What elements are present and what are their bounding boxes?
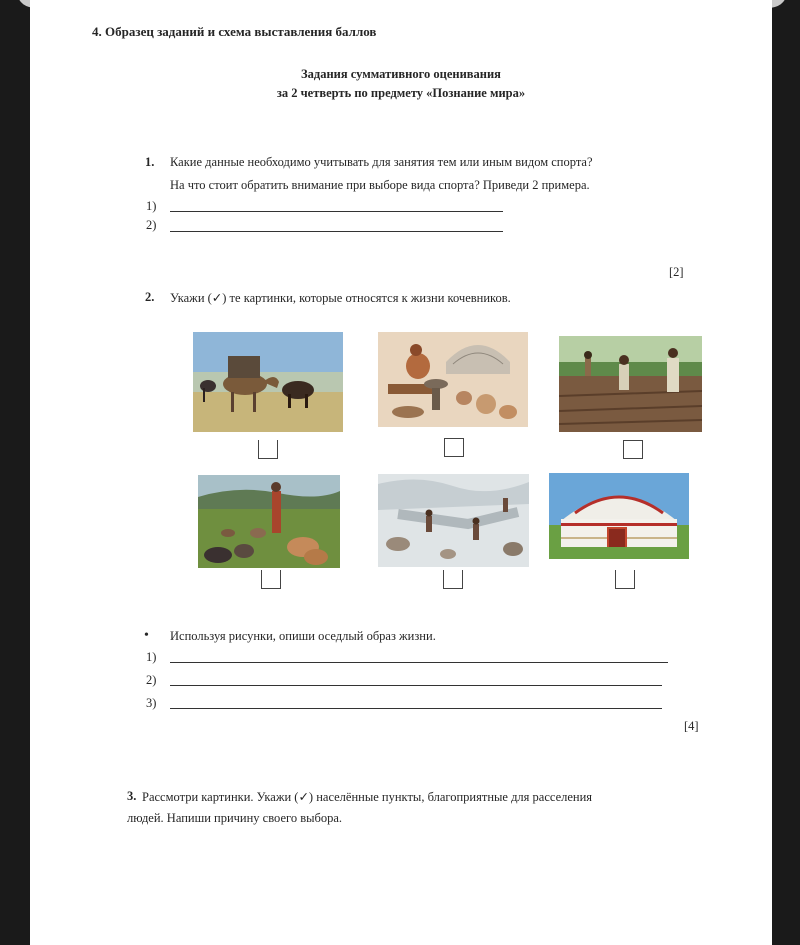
task1-line-2: На что стоит обратить внимание при выборе вида спорта? Приведи 2 примера. [170, 178, 590, 192]
task2-answer-label-1: 1) [146, 650, 157, 664]
section-heading: 4. Образец заданий и схема выставления баллов [92, 24, 377, 39]
task2-answer-line-1[interactable] [170, 662, 668, 663]
task2-answer-label-3: 3) [146, 696, 157, 710]
picture-camel-caravan [193, 332, 343, 432]
picture-farmers-field [559, 336, 702, 432]
title-line-1: Задания суммативного оценивания [301, 67, 501, 81]
task1-answer-label-2: 2) [146, 218, 157, 232]
picture-shepherd-herd [198, 475, 340, 568]
document-page [30, 0, 772, 945]
task1-line-1: Какие данные необходимо учитывать для занятия тем или иным видом спорта? [170, 155, 593, 169]
bullet-marker: • [144, 628, 149, 643]
checkbox-shepherd-herd[interactable] [261, 570, 281, 589]
picture-ice-age-hunters [378, 474, 529, 567]
task1-score: [2] [669, 265, 684, 279]
task1-answer-line-2[interactable] [170, 231, 503, 232]
task3-line-1: Рассмотри картинки. Укажи (✓) населённые пункты, благоприятные для расселения [142, 790, 593, 804]
checkbox-ice-age-hunters[interactable] [443, 570, 463, 589]
title-line-2: за 2 четверть по предмету «Познание мира» [276, 86, 526, 100]
task1-answer-line-1[interactable] [170, 211, 503, 212]
checkbox-farmers-field[interactable] [623, 440, 643, 459]
picture-pottery-workshop [378, 332, 528, 427]
task1-answer-label-1: 1) [146, 199, 157, 213]
task3-number: 3. [127, 789, 137, 803]
checkbox-yurt[interactable] [615, 570, 635, 589]
task2-answer-line-2[interactable] [170, 685, 662, 686]
task1-number: 1. [145, 155, 155, 169]
task2-answer-label-2: 2) [146, 673, 157, 687]
checkbox-camel-caravan[interactable] [258, 440, 278, 459]
task3-line-2: людей. Напиши причину своего выбора. [127, 811, 343, 825]
task2-number: 2. [145, 290, 155, 304]
task2-text: Укажи (✓) те картинки, которые относятся к жизни кочевников. [170, 291, 511, 305]
bullet-text: Используя рисунки, опиши оседлый образ жизни. [170, 629, 436, 643]
checkbox-pottery-workshop[interactable] [444, 438, 464, 457]
picture-yurt [549, 473, 689, 559]
task2-answer-line-3[interactable] [170, 708, 662, 709]
task2-score: [4] [684, 719, 699, 733]
